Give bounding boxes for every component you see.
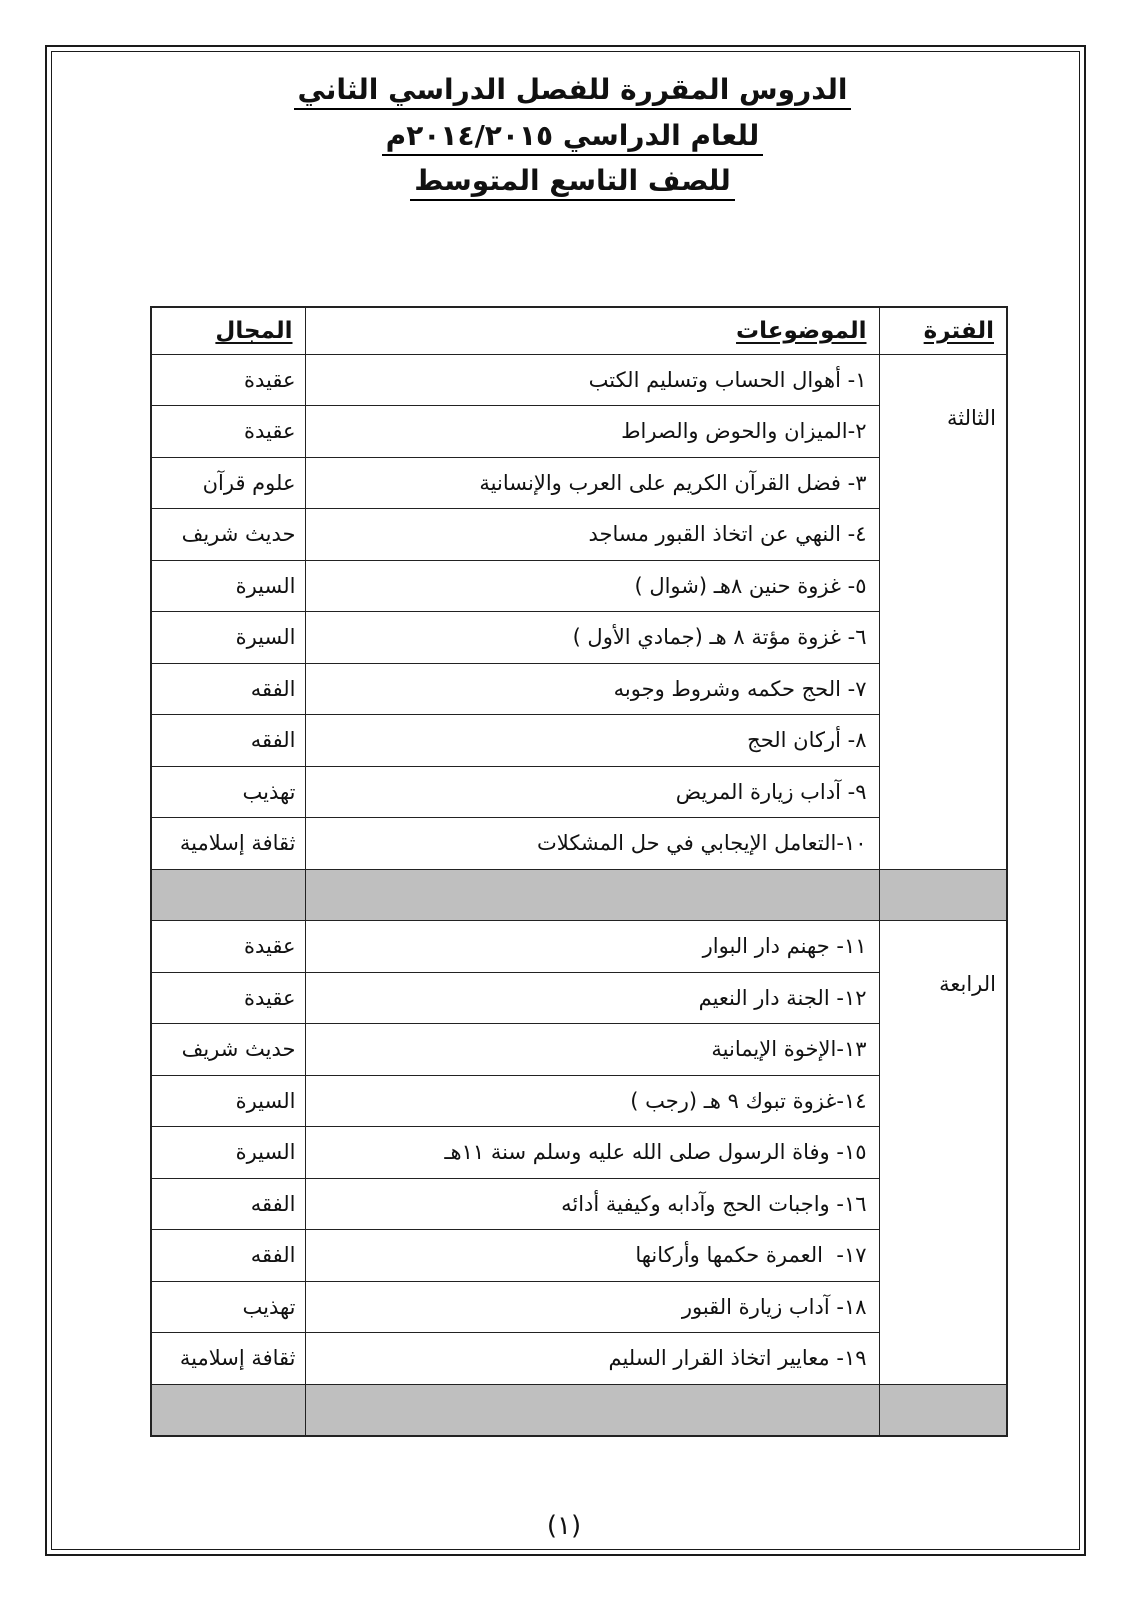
period-cell [879,921,1007,1385]
field-cell: حديث شريف [151,509,305,561]
table-row [151,663,1007,715]
page-number: (١) [546,1511,582,1541]
topic-cell: ١٥- وفاة الرسول صلى الله عليه وسلم سنة ١١هـ [305,1127,879,1179]
field-cell: السيرة [151,560,305,612]
topic-cell: ٤- النهي عن اتخاذ القبور مساجد [305,509,879,561]
separator-row [151,869,1007,921]
field-cell: الفقه [151,1178,305,1230]
table-row [151,715,1007,767]
separator-cell [305,1384,879,1436]
field-cell: عقيدة [151,406,305,458]
table-row [151,1127,1007,1179]
field-cell: ثقافة إسلامية [151,1333,305,1385]
topic-cell: ١٢- الجنة دار النعيم [305,972,879,1024]
topic-cell: ١١- جهنم دار البوار [305,921,879,973]
title-line-3 [90,163,1055,201]
topic-cell: ٨- أركان الحج [305,715,879,767]
table-row [151,406,1007,458]
field-cell: تهذيب [151,1281,305,1333]
period-label: الثالثة [947,405,996,430]
field-cell: الفقه [151,1230,305,1282]
table-row [151,921,1007,973]
period-cell [879,354,1007,869]
table-row [151,354,1007,406]
separator-cell [879,869,1007,921]
topic-cell: ٥- غزوة حنين ٨هـ (شوال ) [305,560,879,612]
field-cell: السيرة [151,1127,305,1179]
field-cell: الفقه [151,663,305,715]
column-header-field: المجال [151,307,305,354]
topic-cell: ١- أهوال الحساب وتسليم الكتب [305,354,879,406]
table-row [151,1178,1007,1230]
column-header-period: الفترة [879,307,1007,354]
table-row [151,1075,1007,1127]
table-row [151,972,1007,1024]
lessons-table [150,306,1008,1437]
separator-row [151,1384,1007,1436]
field-cell: عقيدة [151,972,305,1024]
field-cell: الفقه [151,715,305,767]
title-text-3: للصف التاسع المتوسط [410,163,734,201]
field-cell: عقيدة [151,354,305,406]
topic-cell: ٢-الميزان والحوض والصراط [305,406,879,458]
separator-cell [305,869,879,921]
table-row [151,1281,1007,1333]
field-cell: السيرة [151,612,305,664]
table-row [151,1024,1007,1076]
table-row [151,1230,1007,1282]
topic-cell: ١٤-غزوة تبوك ٩ هـ (رجب ) [305,1075,879,1127]
table-row [151,818,1007,870]
table-row [151,766,1007,818]
topic-cell: ١٩- معايير اتخاذ القرار السليم [305,1333,879,1385]
topic-cell: ١٧- العمرة حكمها وأركانها [305,1230,879,1282]
field-cell: عقيدة [151,921,305,973]
topic-cell: ١٦- واجبات الحج وآدابه وكيفية أدائه [305,1178,879,1230]
title-text-1: الدروس المقررة للفصل الدراسي الثاني [294,72,852,110]
field-cell: حديث شريف [151,1024,305,1076]
title-line-1 [90,72,1055,110]
topic-cell: ٧- الحج حكمه وشروط وجوبه [305,663,879,715]
field-cell: السيرة [151,1075,305,1127]
table-row [151,509,1007,561]
topic-cell: ٦- غزوة مؤتة ٨ هـ (جمادي الأول ) [305,612,879,664]
topic-cell: ١٣-الإخوة الإيمانية [305,1024,879,1076]
period-label: الرابعة [939,972,996,996]
field-cell: تهذيب [151,766,305,818]
table-header-row [151,307,1007,354]
topic-cell: ١٠-التعامل الإيجابي في حل المشكلات [305,818,879,870]
field-cell: ثقافة إسلامية [151,818,305,870]
table-row [151,560,1007,612]
topic-cell: ١٨- آداب زيارة القبور [305,1281,879,1333]
separator-cell [151,869,305,921]
title-text-2: للعام الدراسي ٢٠١٤/٢٠١٥م [382,118,764,156]
table-row [151,1333,1007,1385]
table-row [151,457,1007,509]
separator-cell [151,1384,305,1436]
field-cell: علوم قرآن [151,457,305,509]
separator-cell [879,1384,1007,1436]
topic-cell: ٩- آداب زيارة المريض [305,766,879,818]
column-header-topics: الموضوعات [305,307,879,354]
title-line-2 [90,118,1055,156]
topic-cell: ٣- فضل القرآن الكريم على العرب والإنسانية [305,457,879,509]
table-row [151,612,1007,664]
